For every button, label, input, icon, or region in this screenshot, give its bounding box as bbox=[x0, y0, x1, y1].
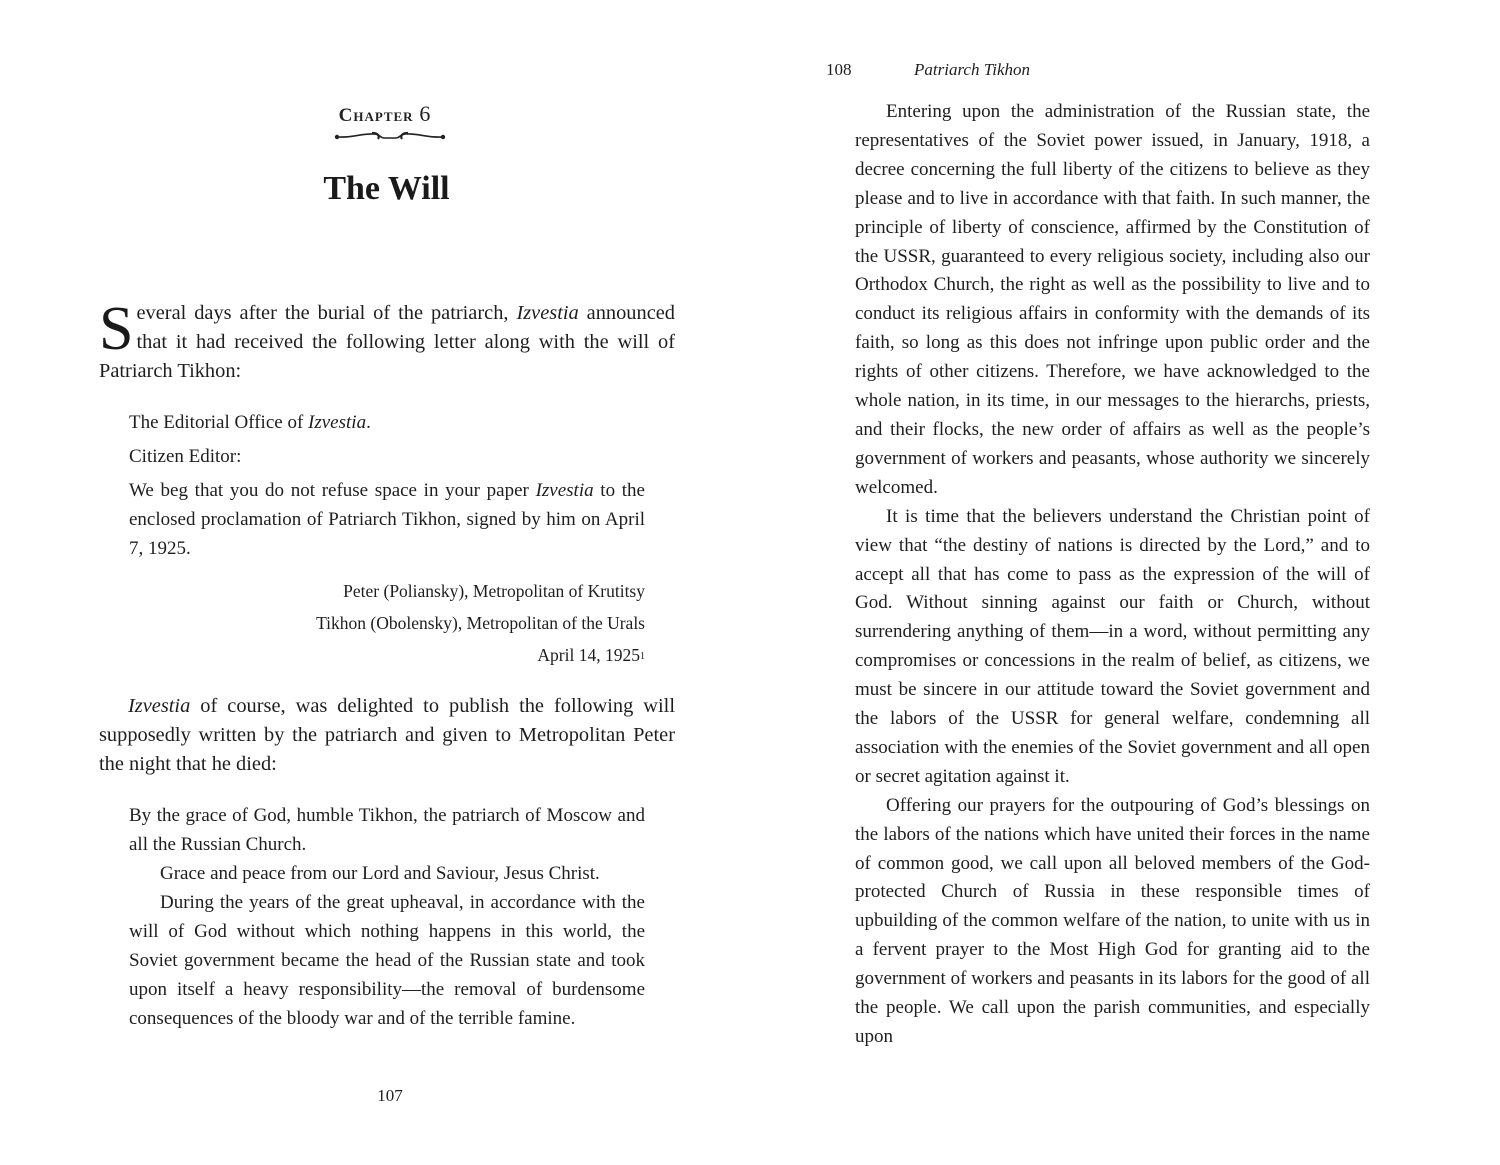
body-paragraph: Entering upon the administration of the Russian state, the representatives of the Soviet power issued, in January, 1918, a decree concerning the full liberty of the citizens to believe as they please and to live in accordance with that faith. In such manner, the principle of liberty of conscience, affirmed by the Constitution of the USSR, guaranteed to every religious society, including also our Orthodox Church, the right as well as the possibility to live and to conduct its religious affairs in conformity with the demands of its faith, so long as this does not infringe upon public order and the rights of other citizens. Therefore, we have acknowledged to the whole nation, in its time, in our messages to the hierarchs, priests, and their flocks, the new order of affairs as well as the people’s government of workers and peasants, whose authority we sincerely welcomed. bbox=[855, 101, 1370, 498]
signature-block bbox=[129, 575, 645, 671]
chapter-title: The Will bbox=[323, 170, 450, 207]
letter-salutation: Citizen Editor: bbox=[129, 446, 242, 467]
page-number: 108 bbox=[826, 60, 852, 79]
page-number: 107 bbox=[377, 1086, 403, 1105]
letter-body-text: We beg that you do not refuse space in your paper bbox=[129, 480, 536, 501]
right-page-body bbox=[855, 98, 1370, 1052]
second-paragraph bbox=[99, 692, 675, 779]
addressee-punct: . bbox=[366, 412, 371, 433]
chapter-label bbox=[0, 101, 770, 127]
chapter-number: 6 bbox=[419, 101, 432, 126]
opening-paragraph bbox=[99, 295, 675, 386]
body-paragraph: It is time that the believers understand the Christian point of view that “the destiny of nations is directed by the Lord,” and to accept all that has come to pass as the expression of the will of God. Without sinning against our faith or Church, without surrendering anything of them—in a word, without permitting any compromises or concessions in the realm of belief, as citizens, we must be sincere in our attitude toward the Soviet government and the labors of the USSR for general welfare, condemning all association with the enemies of the Soviet government and all open or secret agitation against it. bbox=[855, 505, 1370, 787]
will-paragraph: During the years of the great upheaval, in accordance with the will of God without which nothing happens in this world, the Soviet government became the head of the Russian state and took upon itself a heavy responsibility—the removal of burdensome consequences of the bloody war and of the terrible famine. bbox=[129, 892, 645, 1029]
publication-name: Izvestia bbox=[516, 302, 579, 324]
footnote-ref[interactable]: 1 bbox=[640, 651, 645, 662]
drop-cap: S bbox=[99, 295, 134, 363]
chapter-word: Chapter bbox=[338, 105, 414, 126]
letter-block bbox=[129, 408, 645, 563]
will-opening: By the grace of God, humble Tikhon, the patriarch of Moscow and all the Russian Church. bbox=[129, 805, 645, 855]
letter-body bbox=[129, 476, 645, 563]
second-para-text: of course, was delighted to publish the following will supposedly written by the patriarch and given to Metropolitan Peter the night that he died: bbox=[99, 695, 675, 775]
addressee-text: The Editorial Office of bbox=[129, 412, 309, 433]
publication-name: Izvestia bbox=[308, 412, 367, 433]
will-greeting: Grace and peace from our Lord and Saviour, Jesus Christ. bbox=[160, 863, 600, 884]
date-text: April 14, 1925 bbox=[537, 645, 640, 665]
publication-name: Izvestia bbox=[128, 695, 191, 717]
opening-text: everal days after the burial of the patriarch, bbox=[136, 302, 517, 324]
letter-body-cont: to the enclosed proclamation of Patriarch Tikhon, signed by him on April 7, 1925. bbox=[129, 480, 645, 559]
signatory-2: Tikhon (Obolensky), Metropolitan of the Urals bbox=[316, 613, 645, 633]
body-paragraph: Offering our prayers for the outpouring of God’s blessings on the labors of the nations which have united their forces in the name of common good, we call upon all beloved members of the God-protected Church of Russia in these responsible times of upbuilding of the common welfare of the nation, to unite with us in a fervent prayer to the Most High God for granting aid to the government of workers and peasants in its labors for the good of all the people. We call upon the parish communities, and especially upon bbox=[855, 794, 1370, 1047]
will-block bbox=[129, 801, 645, 1033]
running-title: Patriarch Tikhon bbox=[914, 60, 1031, 79]
letter-date bbox=[129, 639, 645, 671]
publication-name: Izvestia bbox=[535, 480, 594, 501]
signatory-1: Peter (Poliansky), Metropolitan of Krutitsy bbox=[343, 581, 645, 601]
opening-text-cont: announced that it had received the following letter along with the will of Patriarch Tikhon: bbox=[99, 302, 675, 382]
letter-addressee bbox=[129, 408, 645, 437]
flourish-ornament-icon bbox=[334, 129, 446, 143]
